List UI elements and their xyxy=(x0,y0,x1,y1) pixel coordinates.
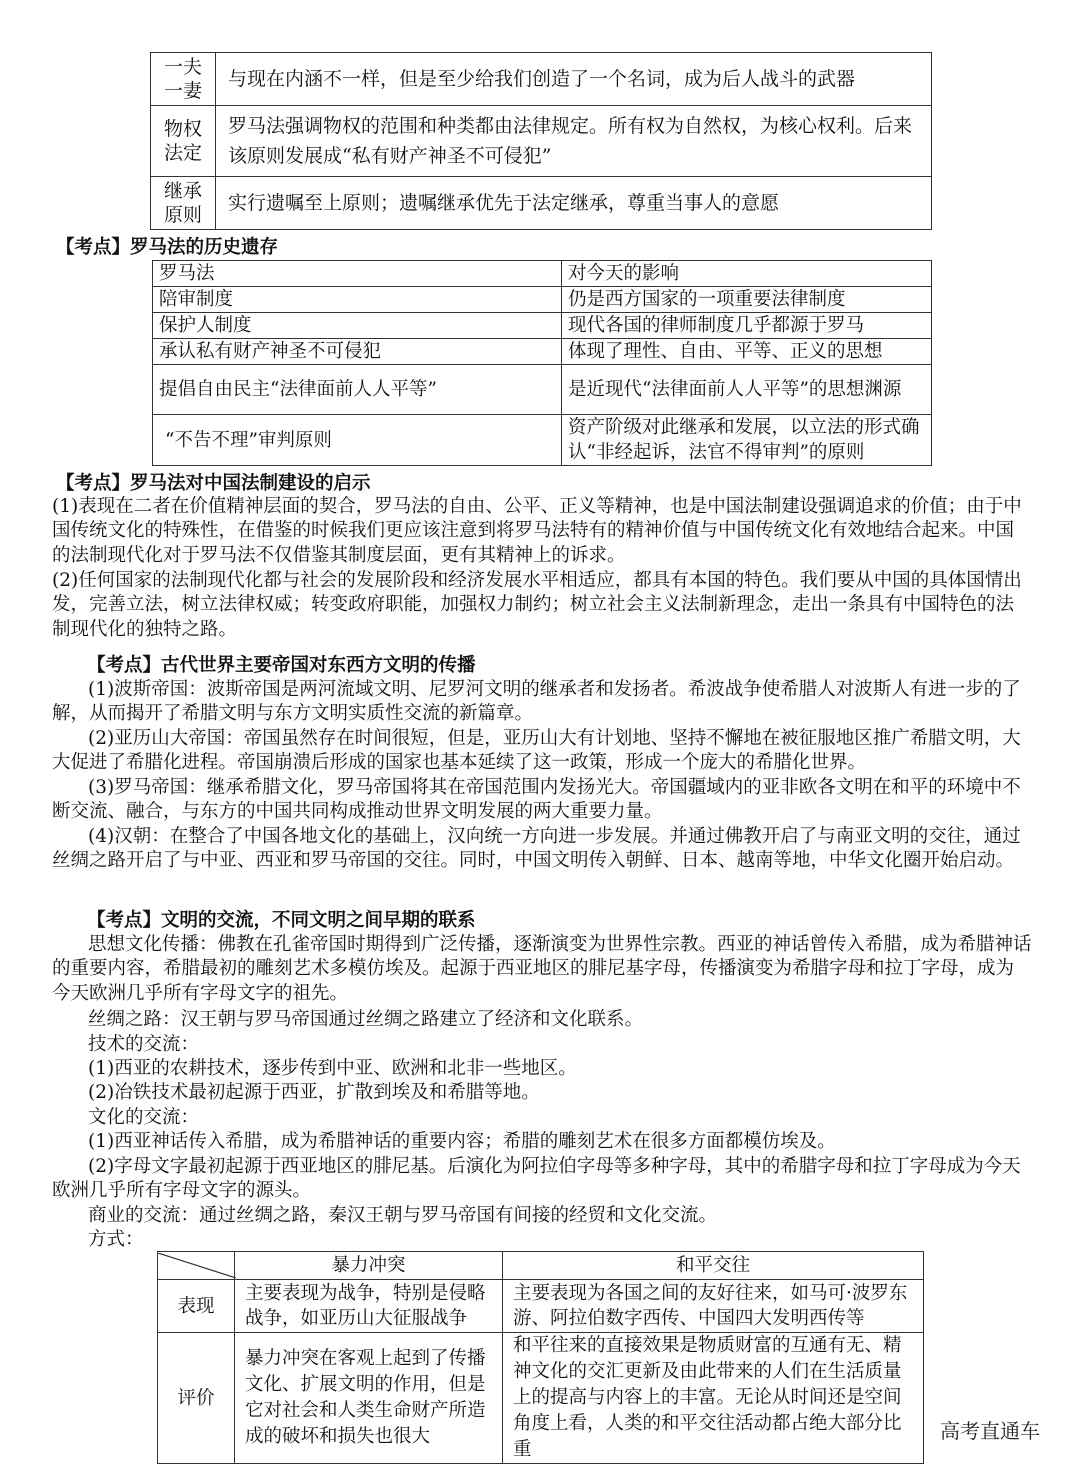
list-item: (1)西亚的农耕技术，逐步传到中亚、欧洲和北非一些地区。 xyxy=(88,1058,577,1079)
paragraph: 思想文化传播：佛教在孔雀帝国时期得到广泛传播，逐渐演变为世界性宗教。西亚的神话曾传入希腊，成为希腊神话的重要内容，希腊最初的雕刻艺术多模仿埃及。起源于西亚地区的腓尼基字母，传播演变为希腊字母和拉丁字母，成为今天欧洲几乎所有字母文字的祖先。 xyxy=(52,934,1032,1004)
list-item: (1)西亚神话传入希腊，成为希腊神话的重要内容；希腊的雕刻艺术在很多方面都模仿埃及。 xyxy=(88,1131,836,1152)
table-cell: 是近现代“法律面前人人平等”的思想渊源 xyxy=(562,365,932,415)
table-cell: 现代各国的律师制度几乎都源于罗马 xyxy=(562,313,932,339)
diagonal-line xyxy=(158,1253,236,1278)
table-cell: 暴力冲突在客观上起到了传播文化、扩展文明的作用，但是它对社会和人类生命财产所造成的破坏和损失也很大 xyxy=(235,1333,503,1464)
table-cell: 资产阶级对此继承和发展，以立法的形式确认“非经起诉，法官不得审判”的原则 xyxy=(562,415,932,466)
diagonal-corner-cell xyxy=(158,1252,235,1280)
table-cell: 承认私有财产神圣不可侵犯 xyxy=(153,339,562,365)
row-value: 罗马法强调物权的范围和种类都由法律规定。所有权为自然权，为核心权利。后来该原则发展成“私有财产神圣不可侵犯” xyxy=(216,106,932,177)
table-row xyxy=(153,415,932,466)
row-key: 物权 法定 xyxy=(151,106,216,177)
table-header-row xyxy=(153,261,932,287)
table-row xyxy=(153,287,932,313)
row-value: 与现在内涵不一样，但是至少给我们创造了一个名词，成为后人战斗的武器 xyxy=(216,53,932,106)
table-row xyxy=(158,1280,924,1333)
paragraph: 技术的交流： xyxy=(88,1034,200,1055)
table-row xyxy=(151,106,932,177)
table-cell: 主要表现为各国之间的友好往来，如马可·波罗东游、阿拉伯数字西传、中国四大发明西传等 xyxy=(503,1280,924,1333)
paragraph: (2)任何国家的法制现代化都与社会的发展阶段和经济发展水平相适应，都具有本国的特色。我们要从中国的具体国情出发，完善立法，树立法律权威；转变政府职能，加强权力制约；树立社会主义法制新理念，走出一条具有中国特色的法制现代化的独特之路。 xyxy=(52,570,1022,640)
row-key: 继承 原则 xyxy=(151,177,216,230)
table-row xyxy=(158,1333,924,1464)
table-row xyxy=(153,339,932,365)
table-cell: 保护人制度 xyxy=(153,313,562,339)
column-header: 暴力冲突 xyxy=(235,1252,503,1280)
exchange-modes-table xyxy=(157,1251,924,1464)
table-header-row xyxy=(158,1252,924,1280)
section-heading-legacy: 【考点】罗马法的历史遗存 xyxy=(56,237,279,258)
row-label: 评价 xyxy=(158,1333,235,1464)
section-heading-exchange: 【考点】文明的交流，不同文明之间早期的联系 xyxy=(87,910,476,931)
column-header: 和平交往 xyxy=(503,1252,924,1280)
section-heading-empires: 【考点】古代世界主要帝国对东西方文明的传播 xyxy=(87,655,476,676)
row-label: 表现 xyxy=(158,1280,235,1333)
table-cell: 主要表现为战争，特别是侵略战争，如亚历山大征服战争 xyxy=(235,1280,503,1333)
list-item: (4)汉朝：在整合了中国各地文化的基础上，汉向统一方向进一步发展。并通过佛教开启了与南亚文明的交往，通过丝绸之路开启了与中亚、西亚和罗马帝国的交往。同时，中国文明传入朝鲜、日本、越南等地，中华文化圈开始启动。 xyxy=(52,826,1021,872)
table-row xyxy=(153,365,932,415)
list-item: (3)罗马帝国：继承希腊文化，罗马帝国将其在帝国范围内发扬光大。帝国疆域内的亚非欧各文明在和平的环境中不断交流、融合，与东方的中国共同构成推动世界文明发展的两大重要力量。 xyxy=(52,777,1021,823)
section-heading-china: 【考点】罗马法对中国法制建设的启示 xyxy=(56,473,371,494)
paragraph: 丝绸之路：汉王朝与罗马帝国通过丝绸之路建立了经济和文化联系。 xyxy=(88,1009,644,1030)
table-cell: 和平往来的直接效果是物质财富的互通有无、精神文化的交汇更新及由此带来的人们在生活质量上的提高与内容上的丰富。无论从时间还是空间角度上看，人类的和平交往活动都占绝大部分比重 xyxy=(503,1333,924,1464)
column-header: 对今天的影响 xyxy=(562,261,932,287)
table-row xyxy=(151,53,932,106)
list-item: (1)波斯帝国：波斯帝国是两河流域文明、尼罗河文明的继承者和发扬者。希波战争使希腊人对波斯人有进一步的了解，从而揭开了希腊文明与东方文明实质性交流的新篇章。 xyxy=(52,679,1021,725)
list-item: (2)字母文字最初起源于西亚地区的腓尼基。后演化为阿拉伯字母等多种字母，其中的希腊字母和拉丁字母成为今天欧洲几乎所有字母文字的源头。 xyxy=(52,1156,1021,1202)
column-header: 罗马法 xyxy=(153,261,562,287)
paragraph: 商业的交流：通过丝绸之路，秦汉王朝与罗马帝国有间接的经贸和文化交流。 xyxy=(88,1205,718,1226)
row-key: 一夫 一妻 xyxy=(151,53,216,106)
table-cell: “不告不理”审判原则 xyxy=(153,415,562,466)
table-cell: 陪审制度 xyxy=(153,287,562,313)
list-item: (2)冶铁技术最初起源于西亚，扩散到埃及和希腊等地。 xyxy=(88,1082,540,1103)
table-cell: 提倡自由民主“法律面前人人平等” xyxy=(153,365,562,415)
legacy-table xyxy=(152,260,932,466)
watermark-text: 高考直通车 xyxy=(940,1419,1040,1443)
row-value: 实行遗嘱至上原则；遗嘱继承优先于法定继承，尊重当事人的意愿 xyxy=(216,177,932,230)
table-cell: 仍是西方国家的一项重要法律制度 xyxy=(562,287,932,313)
list-item: (2)亚历山大帝国：帝国虽然存在时间很短，但是，亚历山大有计划地、坚持不懈地在被征服地区推广希腊文明，大大促进了希腊化进程。帝国崩溃后形成的国家也基本延续了这一政策，形成一个庞大的希腊化世界。 xyxy=(52,728,1021,774)
table-cell: 体现了理性、自由、平等、正义的思想 xyxy=(562,339,932,365)
paragraph: 文化的交流： xyxy=(88,1107,200,1128)
table-row xyxy=(151,177,932,230)
paragraph: (1)表现在二者在价值精神层面的契合，罗马法的自由、公平、正义等精神，也是中国法制建设强调追求的价值；由于中国传统文化的特殊性，在借鉴的时候我们更应该注意到将罗马法特有的精神价值与中国传统文化有效地结合起来。中国的法制现代化对于罗马法不仅借鉴其制度层面，更有其精神上的诉求。 xyxy=(52,496,1022,566)
paragraph: 方式： xyxy=(88,1229,144,1250)
table-row xyxy=(153,313,932,339)
law-principles-table xyxy=(150,52,932,230)
